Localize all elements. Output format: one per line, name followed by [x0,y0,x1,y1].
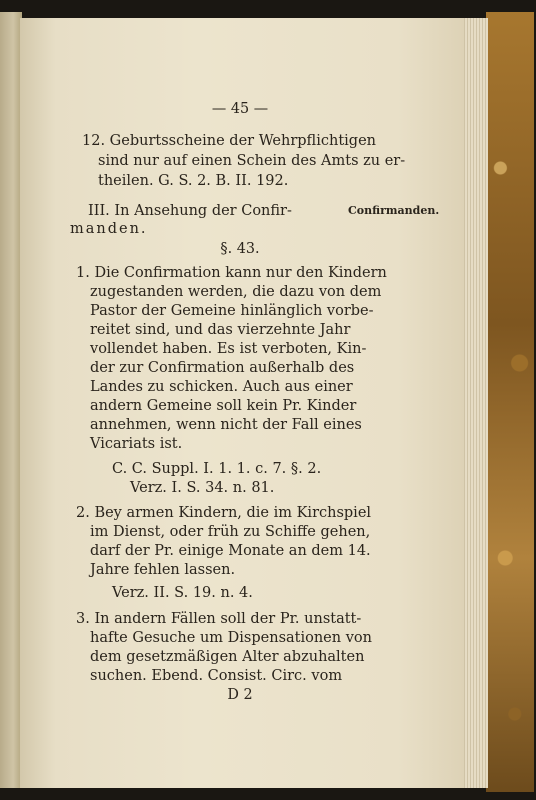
text-line: der zur Confirmation außerhalb des [90,360,355,376]
text-line: suchen. Ebend. Consist. Circ. vom [90,668,343,684]
text-line: 2. Bey armen Kindern, die im Kirchspiel [76,505,372,521]
page-header: — 45 — [211,101,269,117]
text-line: dem gesetzmäßigen Alter abzuhalten [90,649,365,665]
text-line: sind nur auf einen Schein des Amts zu er- [98,153,406,169]
page-edges [462,18,488,788]
text-line: annehmen, wenn nicht der Fall eines [90,417,362,433]
text-line: Landes zu schicken. Auch aus einer [90,379,353,395]
text-line: zugestanden werden, die dazu von dem [90,284,382,300]
citation: Verz. II. S. 19. n. 4. [112,585,253,601]
text-line: Vicariats ist. [90,436,183,452]
text-line: im Dienst, oder früh zu Schiffe gehen, [90,524,371,540]
facing-page-edge [0,12,22,788]
text-line: 12. Geburtsscheine der Wehrpflichtigen [82,133,376,149]
section-heading-cont: manden. [70,221,148,237]
paragraph-sign: §. 43. [220,241,260,257]
text-line: darf der Pr. einige Monate an dem 14. [90,543,371,559]
text-line: 1. Die Confirmation kann nur den Kindern [76,265,387,281]
citation: C. C. Suppl. I. 1. 1. c. 7. §. 2. [112,461,322,477]
book-page [20,18,464,788]
text-line: 3. In andern Fällen soll der Pr. unstatt- [76,611,362,627]
citation: Verz. I. S. 34. n. 81. [130,480,275,496]
margin-note: Confirmanden. [348,204,440,217]
signature-mark: D 2 [227,687,253,703]
text-line: reitet sind, und das vierzehnte Jahr [90,322,351,338]
text-line: hafte Gesuche um Dispensationen von [90,630,372,646]
text-line: Pastor der Gemeine hinlänglich vorbe- [90,303,374,319]
text-line: andern Gemeine soll kein Pr. Kinder [90,398,357,414]
text-line: theilen. G. S. 2. B. II. 192. [98,173,289,189]
text-line: vollendet haben. Es ist verboten, Kin- [90,341,367,357]
book-cover [486,12,534,792]
text-line: Jahre fehlen lassen. [90,562,236,578]
section-heading: III. In Ansehung der Confir- [88,203,292,219]
